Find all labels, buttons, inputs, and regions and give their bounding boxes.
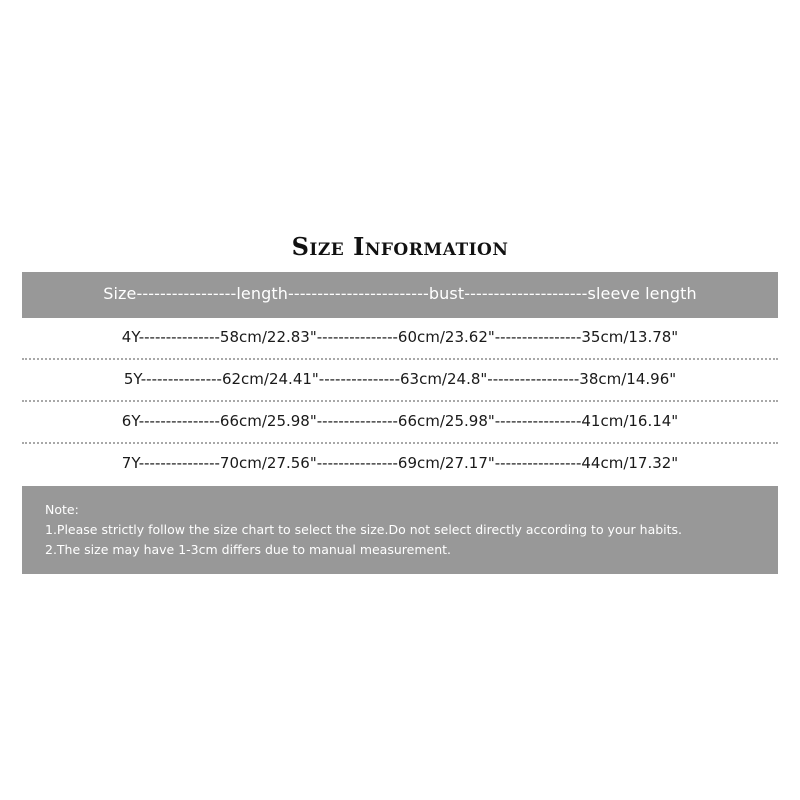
size-table-header [22, 272, 778, 318]
table-row [22, 444, 778, 486]
note-line-2: 2.The size may have 1-3cm differs due to manual measurement. [45, 542, 451, 557]
table-row [22, 360, 778, 402]
note-heading: Note: [45, 502, 79, 517]
table-row [22, 402, 778, 444]
table-row-text: 5Y---------------62cm/24.41"---------------63cm/24.8"-----------------38cm/14.96" [123, 370, 677, 388]
note-line-1: 1.Please strictly follow the size chart to select the size.Do not select directly according to your habits. [45, 522, 683, 537]
page-title: Size Information [291, 232, 509, 261]
size-table-header-text: Size-----------------length------------------------bust---------------------sleeve length [103, 284, 697, 303]
table-row-text: 7Y---------------70cm/27.56"---------------69cm/27.17"----------------44cm/17.32" [121, 454, 679, 472]
note-box [22, 486, 778, 574]
note-content [45, 500, 682, 560]
size-table [22, 318, 778, 486]
table-row-text: 6Y---------------66cm/25.98"---------------66cm/25.98"----------------41cm/16.14" [121, 412, 679, 430]
table-row [22, 318, 778, 360]
table-row-text: 4Y---------------58cm/22.83"---------------60cm/23.62"----------------35cm/13.78" [121, 328, 679, 346]
